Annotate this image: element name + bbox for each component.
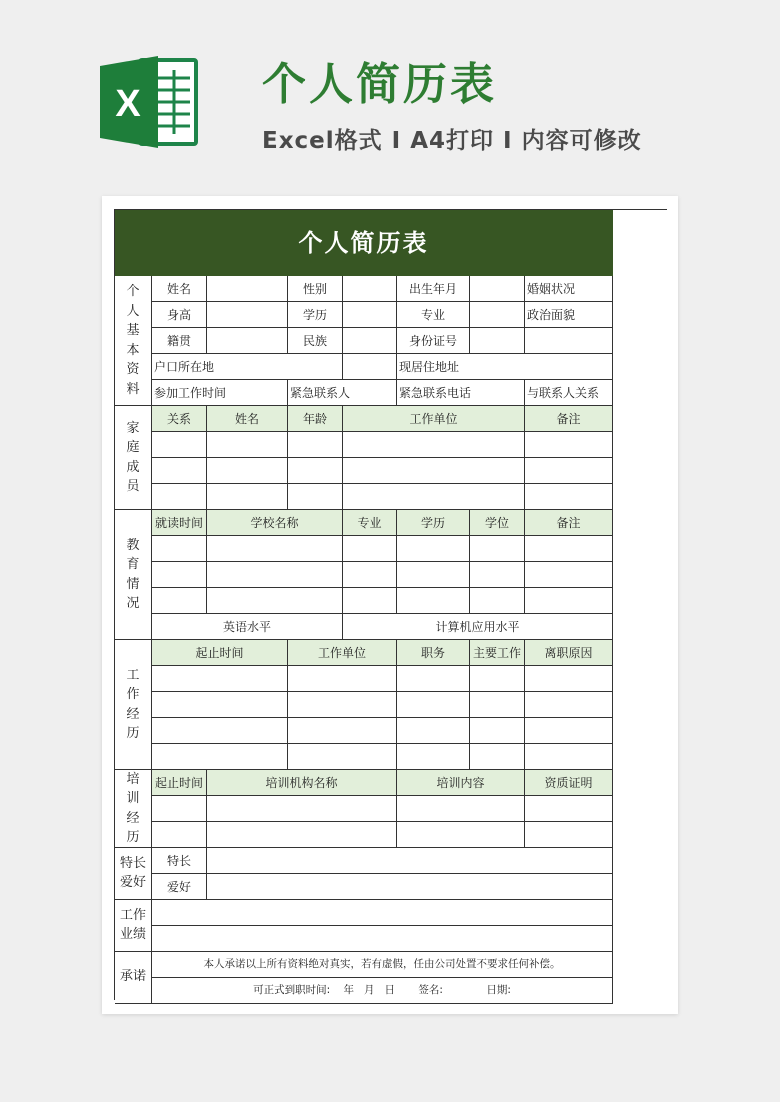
edu-cell[interactable] <box>397 588 470 614</box>
commitment-signature-line: 可正式到职时间: 年 月 日 签名: 日期: <box>152 978 613 1004</box>
work-cell[interactable] <box>470 744 525 770</box>
input-performance[interactable] <box>152 900 613 926</box>
training-header-institution: 培训机构名称 <box>207 770 397 796</box>
input-ethnicity[interactable] <box>343 328 397 354</box>
section-education: 教 育 情 况 <box>115 510 152 640</box>
edu-header-major: 专业 <box>343 510 397 536</box>
label-emergency-contact: 紧急联系人 <box>288 380 397 406</box>
work-cell[interactable] <box>288 666 397 692</box>
family-cell[interactable] <box>343 484 525 510</box>
label-ethnicity: 民族 <box>288 328 343 354</box>
input-id-extra[interactable] <box>525 328 613 354</box>
label-hobby: 爱好 <box>152 874 207 900</box>
work-header-employer: 工作单位 <box>288 640 397 666</box>
edu-cell[interactable] <box>152 588 207 614</box>
training-cell[interactable] <box>397 822 525 848</box>
work-cell[interactable] <box>152 718 288 744</box>
input-major[interactable] <box>470 302 525 328</box>
section-hobbies: 特长爱好 <box>115 848 152 900</box>
edu-cell[interactable] <box>207 536 343 562</box>
input-height[interactable] <box>207 302 288 328</box>
work-cell[interactable] <box>525 692 613 718</box>
edu-cell[interactable] <box>397 536 470 562</box>
edu-cell[interactable] <box>470 536 525 562</box>
excel-logo-icon <box>100 56 198 148</box>
family-cell[interactable] <box>288 432 343 458</box>
label-education: 学历 <box>288 302 343 328</box>
family-header-notes: 备注 <box>525 406 613 432</box>
work-cell[interactable] <box>525 718 613 744</box>
family-header-name: 姓名 <box>207 406 288 432</box>
label-work-start: 参加工作时间 <box>152 380 288 406</box>
label-relation: 与联系人关系 <box>525 380 613 406</box>
input-birth[interactable] <box>470 276 525 302</box>
page-subtitle: Excel格式 I A4打印 I 内容可修改 <box>262 128 642 154</box>
family-header-age: 年龄 <box>288 406 343 432</box>
input-gender[interactable] <box>343 276 397 302</box>
label-emergency-phone: 紧急联系电话 <box>397 380 525 406</box>
input-name[interactable] <box>207 276 288 302</box>
training-cell[interactable] <box>207 822 397 848</box>
section-commitment: 承诺 <box>115 952 152 1004</box>
work-header-position: 职务 <box>397 640 470 666</box>
label-name: 姓名 <box>152 276 207 302</box>
work-cell[interactable] <box>470 692 525 718</box>
family-header-employer: 工作单位 <box>343 406 525 432</box>
section-training: 培 训 经 历 <box>115 770 152 848</box>
edu-cell[interactable] <box>525 588 613 614</box>
training-cell[interactable] <box>525 796 613 822</box>
edu-cell[interactable] <box>343 588 397 614</box>
training-header-certificate: 资质证明 <box>525 770 613 796</box>
page-title: 个人简历表 <box>262 59 497 110</box>
edu-cell[interactable] <box>207 588 343 614</box>
work-cell[interactable] <box>152 666 288 692</box>
section-family: 家 庭 成 员 <box>115 406 152 510</box>
edu-cell[interactable] <box>525 562 613 588</box>
section-work: 工 作 经 历 <box>115 640 152 770</box>
work-cell[interactable] <box>288 744 397 770</box>
edu-header-degree: 学位 <box>470 510 525 536</box>
family-cell[interactable] <box>152 484 207 510</box>
family-cell[interactable] <box>207 432 288 458</box>
label-marital: 婚姻状况 <box>525 276 613 302</box>
label-height: 身高 <box>152 302 207 328</box>
edu-cell[interactable] <box>207 562 343 588</box>
training-cell[interactable] <box>525 822 613 848</box>
resume-sheet <box>102 196 678 1014</box>
label-computer: 计算机应用水平 <box>343 614 613 640</box>
input-hobby[interactable] <box>207 874 613 900</box>
work-cell[interactable] <box>525 666 613 692</box>
family-cell[interactable] <box>288 458 343 484</box>
family-cell[interactable] <box>152 432 207 458</box>
work-cell[interactable] <box>470 666 525 692</box>
input-id-number[interactable] <box>470 328 525 354</box>
input-specialty[interactable] <box>207 848 613 874</box>
family-cell[interactable] <box>343 458 525 484</box>
training-header-period: 起止时间 <box>152 770 207 796</box>
label-id-number: 身份证号 <box>397 328 470 354</box>
edu-header-school: 学校名称 <box>207 510 343 536</box>
family-header-relation: 关系 <box>152 406 207 432</box>
edu-cell[interactable] <box>343 536 397 562</box>
label-origin: 籍贯 <box>152 328 207 354</box>
label-hukou: 户口所在地 <box>152 354 343 380</box>
family-cell[interactable] <box>525 458 613 484</box>
work-cell[interactable] <box>397 666 470 692</box>
family-cell[interactable] <box>288 484 343 510</box>
family-cell[interactable] <box>525 484 613 510</box>
edu-header-degree-level: 学历 <box>397 510 470 536</box>
resume-form <box>114 209 667 1000</box>
family-cell[interactable] <box>207 458 288 484</box>
label-english: 英语水平 <box>152 614 343 640</box>
work-cell[interactable] <box>470 718 525 744</box>
edu-cell[interactable] <box>152 536 207 562</box>
label-gender: 性别 <box>288 276 343 302</box>
work-cell[interactable] <box>525 744 613 770</box>
label-birth: 出生年月 <box>397 276 470 302</box>
edu-cell[interactable] <box>470 588 525 614</box>
work-cell[interactable] <box>397 718 470 744</box>
family-cell[interactable] <box>343 432 525 458</box>
label-specialty: 特长 <box>152 848 207 874</box>
work-cell[interactable] <box>397 692 470 718</box>
edu-header-notes: 备注 <box>525 510 613 536</box>
edu-cell[interactable] <box>470 562 525 588</box>
edu-cell[interactable] <box>343 562 397 588</box>
work-cell[interactable] <box>152 692 288 718</box>
work-cell[interactable] <box>152 744 288 770</box>
label-major: 专业 <box>397 302 470 328</box>
family-cell[interactable] <box>525 432 613 458</box>
work-cell[interactable] <box>288 692 397 718</box>
input-education[interactable] <box>343 302 397 328</box>
input-performance[interactable] <box>152 926 613 952</box>
training-cell[interactable] <box>207 796 397 822</box>
label-address: 现居住地址 <box>397 354 613 380</box>
form-title: 个人简历表 <box>115 210 613 276</box>
training-header-content: 培训内容 <box>397 770 525 796</box>
family-cell[interactable] <box>152 458 207 484</box>
input-hukou[interactable] <box>343 354 397 380</box>
edu-cell[interactable] <box>152 562 207 588</box>
training-cell[interactable] <box>152 822 207 848</box>
work-cell[interactable] <box>397 744 470 770</box>
work-header-duties: 主要工作 <box>470 640 525 666</box>
edu-cell[interactable] <box>525 536 613 562</box>
work-cell[interactable] <box>288 718 397 744</box>
edu-cell[interactable] <box>397 562 470 588</box>
edu-header-period: 就读时间 <box>152 510 207 536</box>
section-basic-info: 个 人 基 本 资 料 <box>115 276 152 406</box>
training-cell[interactable] <box>397 796 525 822</box>
training-cell[interactable] <box>152 796 207 822</box>
svg-text:X: X <box>115 83 141 125</box>
section-performance: 工作业绩 <box>115 900 152 952</box>
work-header-period: 起止时间 <box>152 640 288 666</box>
commitment-statement: 本人承诺以上所有资料绝对真实，若有虚假，任由公司处置不要求任何补偿。 <box>152 952 613 978</box>
input-origin[interactable] <box>207 328 288 354</box>
work-header-leave-reason: 离职原因 <box>525 640 613 666</box>
family-cell[interactable] <box>207 484 288 510</box>
label-political: 政治面貌 <box>525 302 613 328</box>
